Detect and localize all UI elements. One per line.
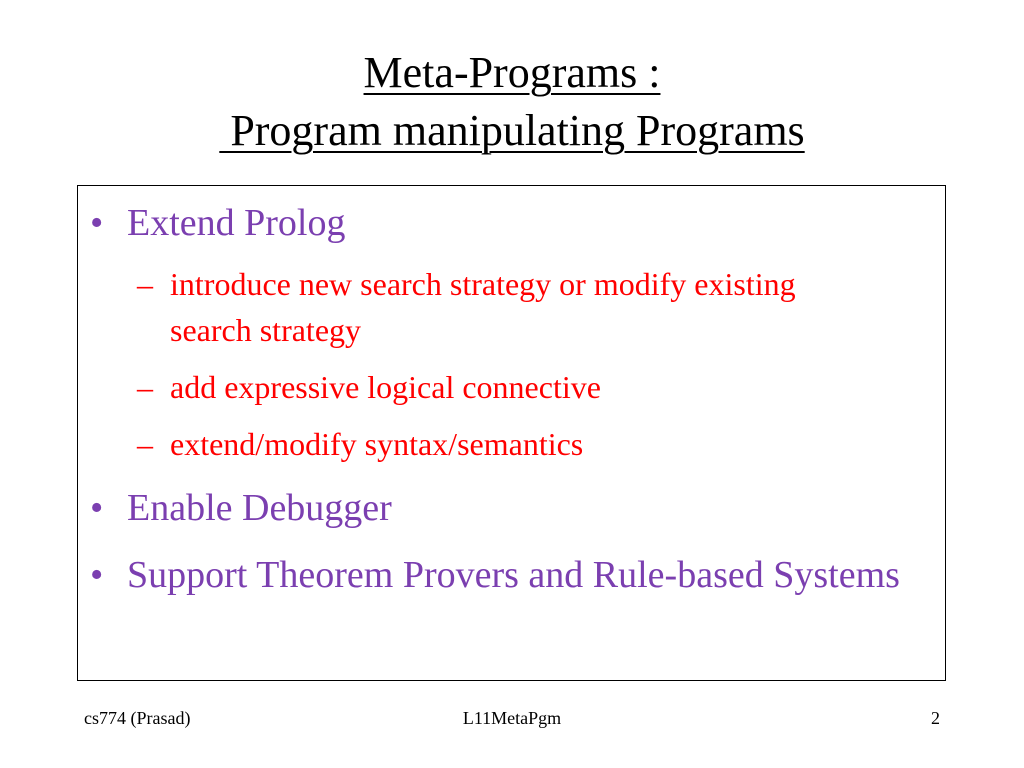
bullet-text: Enable Debugger — [127, 487, 392, 529]
sub-bullet-text: add expressive logical connective — [170, 369, 601, 405]
bullet-marker: • — [90, 487, 104, 529]
bullet-marker: • — [90, 554, 104, 596]
title-line-2: Program manipulating Programs — [219, 106, 805, 155]
bullet-text: Support Theorem Provers and Rule-based Systems — [127, 554, 900, 596]
footer-author: cs774 (Prasad) — [84, 708, 191, 728]
sub-bullet-marker: – — [137, 369, 153, 405]
title-line-1: Meta-Programs : — [363, 48, 661, 97]
sub-bullet-marker: – — [137, 426, 153, 462]
bullet-text: Extend Prolog — [127, 202, 346, 244]
sub-bullet-text: introduce new search strategy or modify existing search strategy — [170, 266, 796, 348]
sub-bullet-text: extend/modify syntax/semantics — [170, 426, 584, 462]
footer-deck-name: L11MetaPgm — [462, 708, 562, 728]
bullet-marker: • — [90, 202, 104, 244]
footer-page-number: 2 — [931, 708, 940, 728]
sub-bullet-marker: – — [137, 266, 153, 302]
slide-title — [0, 44, 1024, 160]
